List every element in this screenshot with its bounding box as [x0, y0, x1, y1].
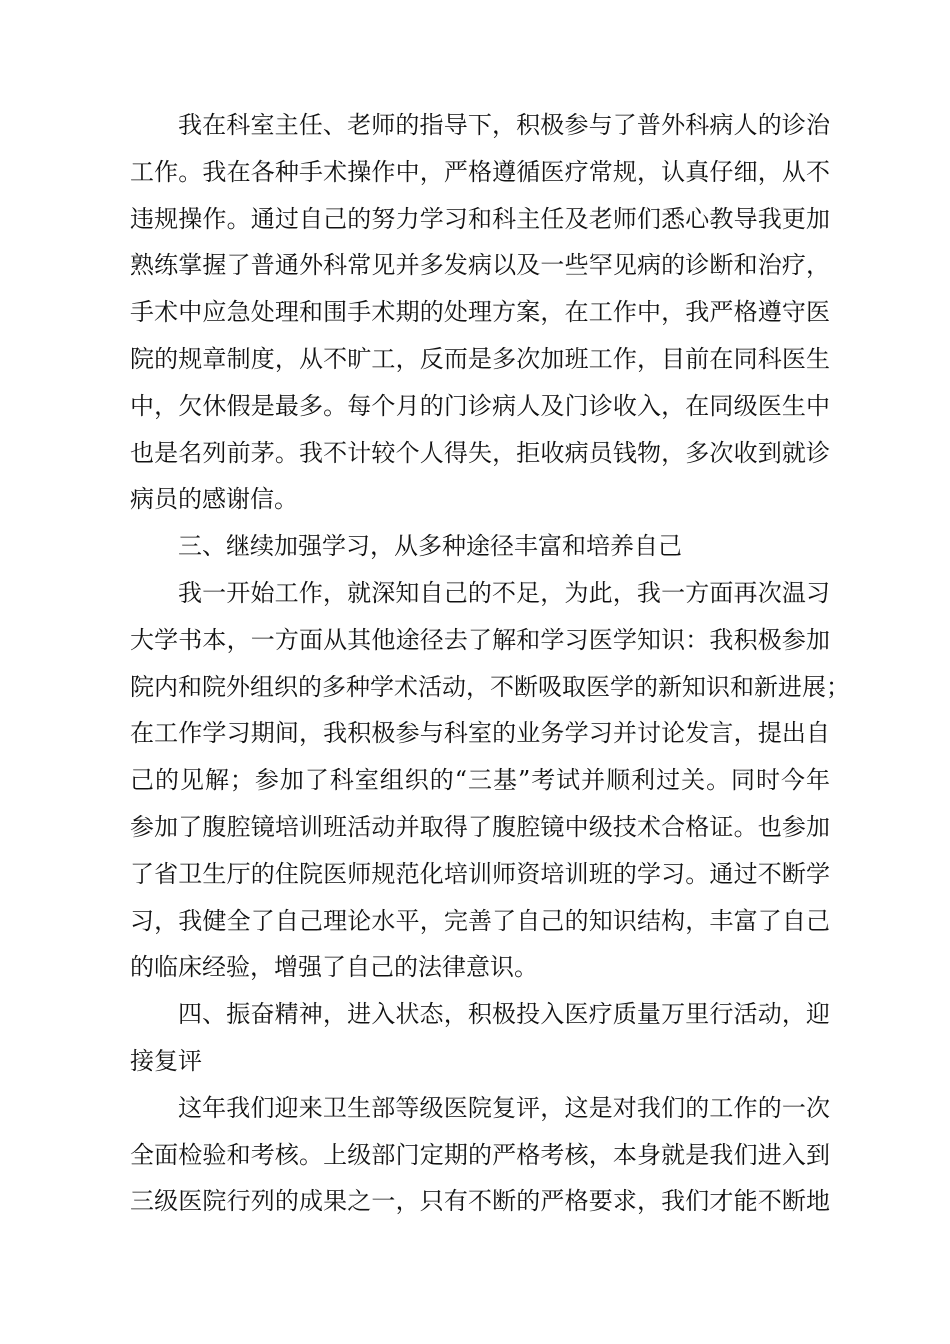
text-line: 三级医院行列的成果之一，只有不断的严格要求，我们才能不断地	[130, 1187, 830, 1216]
text-line: 手术中应急处理和围手术期的处理方案，在工作中，我严格遵守医	[130, 298, 830, 327]
text-line: 的临床经验，增强了自己的法律意识。	[130, 953, 538, 982]
text-line: 院的规章制度，从不旷工，反而是多次加班工作，目前在同科医生	[130, 344, 830, 373]
text-line: 参加了腹腔镜培训班活动并取得了腹腔镜中级技术合格证。也参加	[130, 812, 830, 841]
text-line: 中，欠休假是最多。每个月的门诊病人及门诊收入，在同级医生中	[130, 391, 830, 420]
text-line: 了省卫生厅的住院医师规范化培训师资培训班的学习。通过不断学	[130, 859, 830, 888]
text-line: 己的见解；参加了科室组织的“三基”考试并顺利过关。同时今年	[130, 766, 830, 795]
text-line: 接复评	[130, 1046, 202, 1075]
text-line: 熟练掌握了普通外科常见并多发病以及一些罕见病的诊断和治疗，	[130, 251, 830, 280]
document-body	[130, 102, 850, 1225]
text-line: 在工作学习期间，我积极参与科室的业务学习并讨论发言，提出自	[130, 719, 830, 748]
text-line: 院内和院外组织的多种学术活动，不断吸取医学的新知识和新进展；	[130, 672, 850, 701]
text-line: 违规操作。通过自己的努力学习和科主任及老师们悉心教导我更加	[130, 204, 830, 233]
text-line: 我在科室主任、老师的指导下，积极参与了普外科病人的诊治	[178, 111, 830, 139]
text-line: 四、振奋精神，进入状态，积极投入医疗质量万里行活动，迎	[178, 1000, 830, 1029]
text-line: 全面检验和考核。上级部门定期的严格考核，本身就是我们进入到	[130, 1140, 830, 1169]
text-line: 三、继续加强学习，从多种途径丰富和培养自己	[178, 532, 682, 561]
text-line: 我一开始工作，就深知自己的不足，为此，我一方面再次温习	[178, 578, 830, 607]
text-line: 大学书本，一方面从其他途径去了解和学习医学知识：我积极参加	[130, 625, 830, 654]
text-line: 工作。我在各种手术操作中，严格遵循医疗常规，认真仔细，从不	[130, 157, 830, 186]
text-line: 这年我们迎来卫生部等级医院复评，这是对我们的工作的一次	[178, 1093, 830, 1122]
text-line: 也是名列前茅。我不计较个人得失，拒收病员钱物，多次收到就诊	[130, 438, 830, 467]
text-line: 习，我健全了自己理论水平，完善了自己的知识结构，丰富了自己	[130, 906, 830, 935]
text-line: 病员的感谢信。	[130, 485, 298, 514]
